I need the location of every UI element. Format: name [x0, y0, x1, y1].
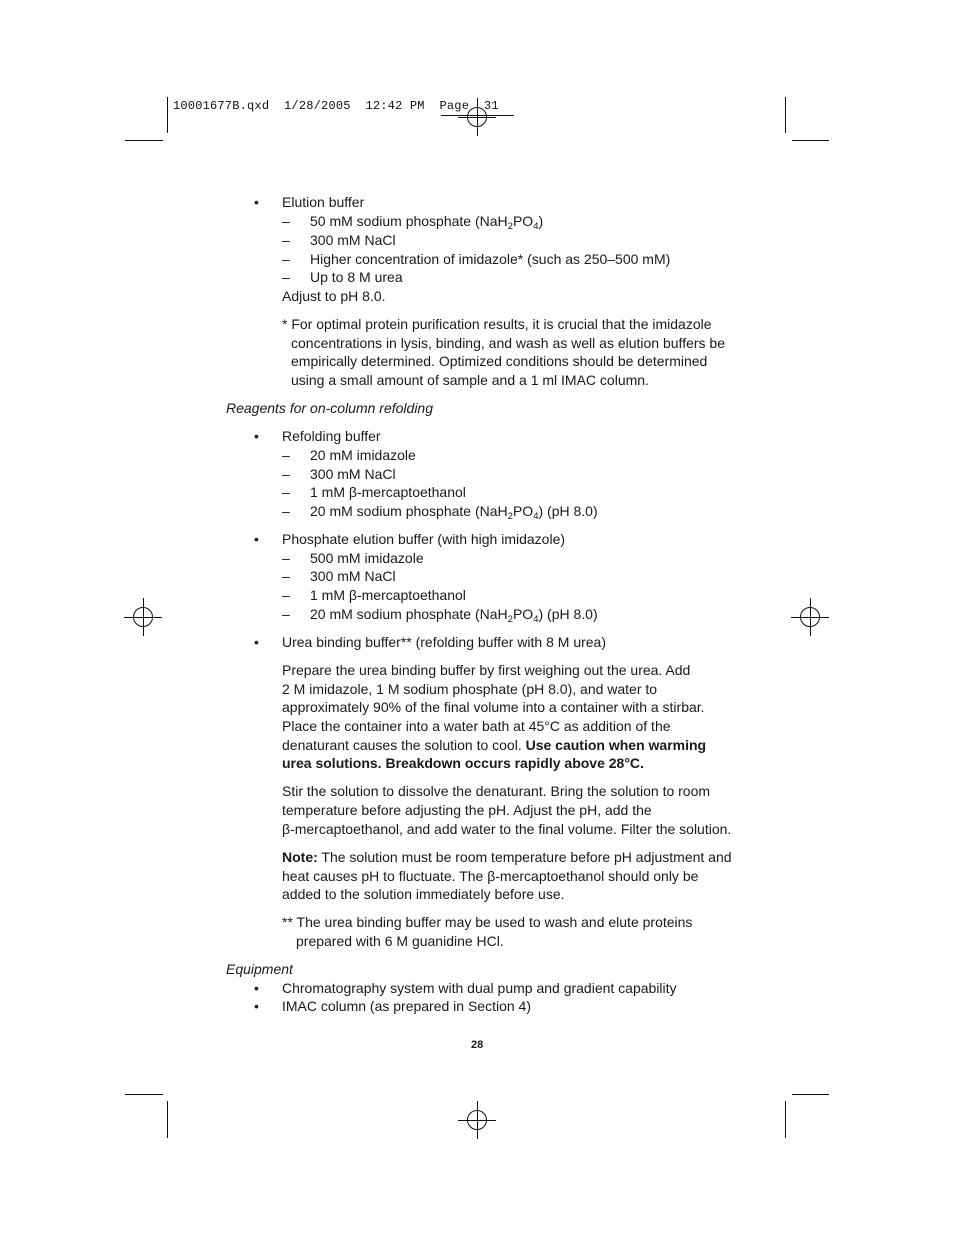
page-number: 28 [471, 1039, 484, 1051]
crop-mark-bl-v [167, 1101, 168, 1138]
phosphate-elution-heading: Phosphate elution buffer (with high imidazole) [282, 531, 566, 547]
registration-mark-left [124, 598, 162, 636]
elution-item-sodium-phosphate: 50 mM sodium phosphate $(NaH_2PO_4)$ [310, 213, 544, 232]
urea-paragraph-line: approximately 90% of the final volume into a container with a stirbar. [282, 699, 705, 715]
footnote-line: ** The urea binding buffer may be used to wash and elute proteins [282, 914, 693, 930]
urea-paragraph-line: Prepare the urea binding buffer by first weighing out the urea. Add [282, 662, 691, 678]
urea-paragraph-line: Place the container into a water bath at 45°C as addition of the [282, 718, 671, 734]
note-line: added to the solution immediately before use. [282, 886, 565, 902]
dash-glyph: – [282, 484, 290, 500]
note-label: Note: [282, 849, 318, 865]
phosphate-item-sodium-phosphate: 20 mM sodium phosphate $(NaH_2PO_4)$ (pH 8.0) [310, 606, 598, 625]
dash-glyph: – [282, 568, 290, 584]
dash-glyph: – [282, 466, 290, 482]
slug-page-number: 31 [483, 99, 499, 113]
refolding-item-mercaptoethanol: 1 mM β-mercaptoethanol [310, 484, 466, 500]
dash-glyph: – [282, 232, 290, 248]
bullet-glyph: • [254, 531, 259, 547]
stir-paragraph-line: Stir the solution to dissolve the denaturant. Bring the solution to room [282, 783, 711, 799]
slug-page-label: Page [439, 99, 470, 113]
footnote-line: prepared with 6 M guanidine HCl. [296, 933, 504, 949]
stir-paragraph-line: β-mercaptoethanol, and add water to the final volume. Filter the solution. [282, 821, 732, 837]
refolding-item-nacl: 300 mM NaCl [310, 466, 396, 482]
footnote-line: concentrations in lysis, binding, and wash as well as elution buffers be [291, 335, 725, 351]
dash-glyph: – [282, 251, 290, 267]
crop-mark-tr-v [785, 97, 786, 133]
dash-glyph: – [282, 503, 290, 519]
dash-glyph: – [282, 269, 290, 285]
phosphate-item-mercaptoethanol: 1 mM β-mercaptoethanol [310, 587, 466, 603]
footnote-line: empirically determined. Optimized conditions should be determined [291, 353, 708, 369]
urea-paragraph-line: denaturant causes the solution to cool. Use caution when warming [282, 737, 707, 753]
registration-mark-right [791, 598, 829, 636]
crop-mark-tl-v [167, 97, 168, 133]
bullet-glyph: • [254, 998, 259, 1014]
footnote-line: * For optimal protein purification results, it is crucial that the imidazole [282, 316, 712, 332]
registration-mark-bottom [458, 1101, 496, 1139]
dash-glyph: – [282, 550, 290, 566]
slug-line [173, 99, 499, 113]
section-heading-refolding: Reagents for on-column refolding [226, 400, 434, 416]
footnote-line: using a small amount of sample and a 1 ml IMAC column. [291, 372, 649, 388]
elution-item-nacl: 300 mM NaCl [310, 232, 396, 248]
equipment-item: IMAC column (as prepared in Section 4) [282, 998, 531, 1014]
elution-adjust-ph: Adjust to pH 8.0. [282, 288, 386, 304]
bullet-glyph: • [254, 980, 259, 996]
crop-mark-tl-h [125, 140, 163, 141]
urea-paragraph-line: 2 M imidazole, 1 M sodium phosphate (pH 8.0), and water to [282, 681, 658, 697]
refolding-item-sodium-phosphate: 20 mM sodium phosphate $(NaH_2PO_4)$ (pH 8.0) [310, 503, 598, 522]
refolding-item-imidazole: 20 mM imidazole [310, 447, 416, 463]
urea-caution-text: urea solutions. Breakdown occurs rapidly above 28°C. [282, 755, 644, 771]
slug-date: 1/28/2005 [284, 99, 351, 113]
phosphate-item-nacl: 300 mM NaCl [310, 568, 396, 584]
stir-paragraph-line: temperature before adjusting the pH. Adjust the pH, add the [282, 802, 652, 818]
slug-file: 10001677B.qxd [173, 99, 270, 113]
urea-binding-heading: Urea binding buffer** (refolding buffer with 8 M urea) [282, 634, 606, 650]
crop-mark-br-h [792, 1094, 829, 1095]
dash-glyph: – [282, 213, 290, 229]
dash-glyph: – [282, 447, 290, 463]
slug-time: 12:42 PM [365, 99, 425, 113]
phosphate-item-imidazole: 500 mM imidazole [310, 550, 424, 566]
bullet-glyph: • [254, 194, 259, 210]
dash-glyph: – [282, 587, 290, 603]
section-heading-equipment: Equipment [226, 961, 293, 977]
elution-item-imidazole: Higher concentration of imidazole* (such as 250–500 mM) [310, 251, 671, 267]
bullet-glyph: • [254, 428, 259, 444]
crop-mark-bl-h [125, 1094, 163, 1095]
note-line: Note: The solution must be room temperature before pH adjustment and [282, 849, 732, 865]
refolding-buffer-heading: Refolding buffer [282, 428, 381, 444]
equipment-item: Chromatography system with dual pump and gradient capability [282, 980, 677, 996]
dash-glyph: – [282, 606, 290, 622]
crop-mark-tr-h [792, 140, 829, 141]
elution-buffer-heading: Elution buffer [282, 194, 365, 210]
bullet-glyph: • [254, 634, 259, 650]
note-line: heat causes pH to fluctuate. The β-mercaptoethanol should only be [282, 868, 699, 884]
crop-mark-br-v [785, 1101, 786, 1138]
elution-item-urea: Up to 8 M urea [310, 269, 403, 285]
registration-mark-top [458, 98, 496, 136]
